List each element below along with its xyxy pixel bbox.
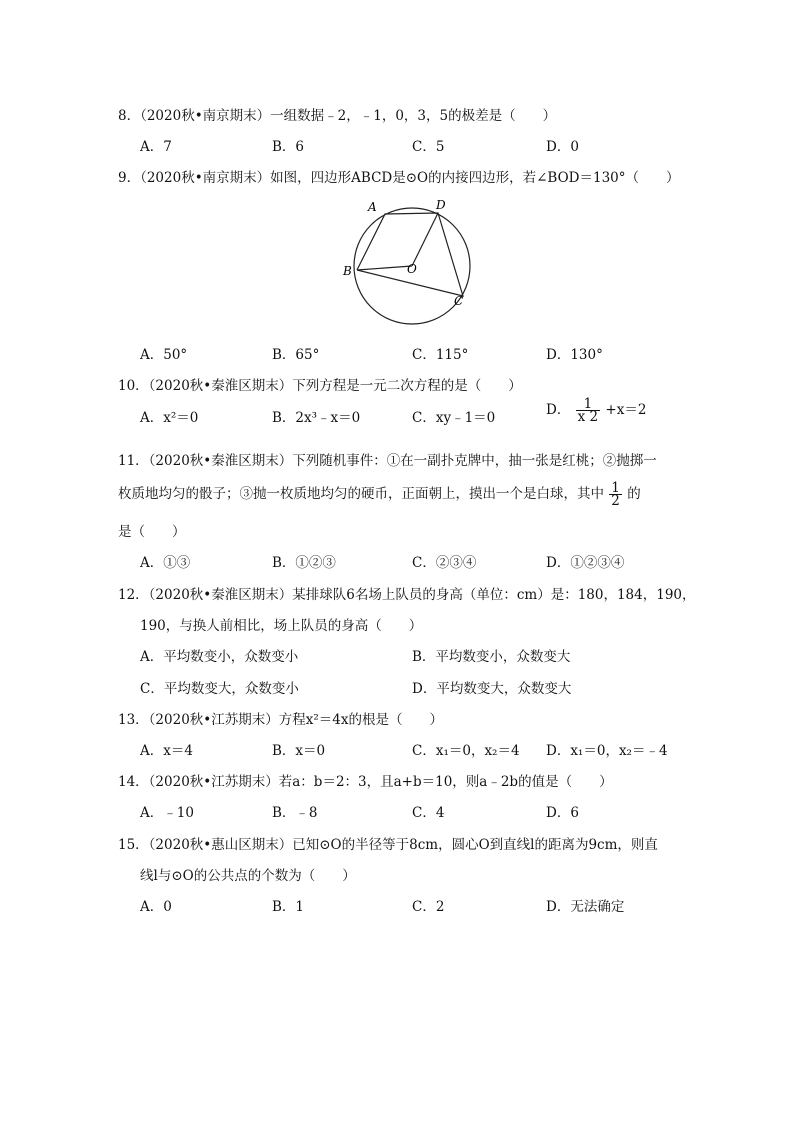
question-10-stem: 10．（2020秋•秦淮区期末）下列方程是一元二次方程的是（ ） bbox=[118, 378, 522, 394]
question-12-option-a[interactable]: A．平均数变小，众数变小 bbox=[140, 649, 299, 665]
label-a: A bbox=[368, 200, 377, 214]
fraction bbox=[576, 398, 601, 423]
question-13-option-c[interactable]: C．x₁＝0，x₂＝4 bbox=[412, 743, 520, 759]
question-9-option-d[interactable]: D．130° bbox=[546, 347, 603, 363]
fraction-numerator: 1 bbox=[611, 480, 620, 496]
question-14-option-d[interactable]: D．6 bbox=[546, 805, 579, 821]
question-11-option-b[interactable]: B．①②③ bbox=[272, 555, 336, 571]
question-9-option-c[interactable]: C．115° bbox=[412, 347, 469, 363]
half-fraction bbox=[609, 482, 622, 507]
question-15-option-c[interactable]: C．2 bbox=[412, 899, 445, 915]
segment-od bbox=[412, 213, 438, 266]
fraction-denominator: 2 bbox=[611, 493, 620, 509]
question-8-option-b[interactable]: B．6 bbox=[272, 139, 305, 155]
question-8-stem: 8．（2020秋•南京期末）一组数据﹣2，﹣1，0，3，5的极差是（ ） bbox=[118, 108, 557, 124]
question-11-stem-line1: 11．（2020秋•秦淮区期末）下列随机事件：①在一副扑克牌中，抽一张是红桃；②抛掷一 bbox=[118, 453, 657, 469]
question-10-option-d[interactable] bbox=[546, 398, 646, 423]
option-d-rest: +x＝2 bbox=[605, 402, 647, 418]
question-12-stem-line1: 12．（2020秋•秦淮区期末）某排球队6名场上队员的身高（单位：cm）是：180，184，190， bbox=[118, 587, 696, 603]
question-11-option-a[interactable]: A．①③ bbox=[140, 555, 191, 571]
question-14-option-a[interactable]: A．﹣10 bbox=[140, 805, 194, 821]
question-12-option-b[interactable]: B．平均数变小，众数变大 bbox=[412, 649, 571, 665]
question-11-stem-line3: 是（ ） bbox=[118, 524, 186, 540]
question-13-stem: 13．（2020秋•江苏期末）方程x²＝4x的根是（ ） bbox=[118, 712, 443, 728]
question-13-option-b[interactable]: B．x＝0 bbox=[272, 743, 326, 759]
question-12-option-c[interactable]: C．平均数变大，众数变小 bbox=[140, 681, 299, 697]
fraction-numerator: 1 bbox=[576, 398, 601, 411]
label-o: O bbox=[407, 262, 417, 276]
question-15-stem-line2: 线l与⊙O的公共点的个数为（ ） bbox=[140, 868, 356, 884]
question-11-option-d[interactable]: D．①②③④ bbox=[546, 555, 625, 571]
question-13-option-a[interactable]: A．x＝4 bbox=[140, 743, 193, 759]
question-8-option-a[interactable]: A．7 bbox=[140, 139, 172, 155]
question-9-option-a[interactable]: A．50° bbox=[140, 347, 188, 363]
question-12-stem-line2: 190，与换人前相比，场上队员的身高（ ） bbox=[140, 618, 423, 634]
question-14-option-c[interactable]: C．4 bbox=[412, 805, 445, 821]
label-b: B bbox=[343, 264, 352, 278]
question-14-stem: 14．（2020秋•江苏期末）若a：b＝2：3，且a+b＝10，则a﹣2b的值是（ ） bbox=[118, 774, 613, 790]
inscribed-quadrilateral-figure bbox=[340, 195, 480, 330]
fraction-denominator: x 2 bbox=[577, 409, 599, 425]
segment-bo bbox=[357, 266, 412, 270]
question-15-stem-line1: 15．（2020秋•惠山区期末）已知⊙O的半径等于8cm，圆心O到直线l的距离为9cm，则直 bbox=[118, 837, 658, 853]
stem-line2-text: 枚质地均匀的骰子；③抛一枚质地均匀的硬币，正面朝上，摸出一个是白球，其中 bbox=[118, 486, 604, 502]
question-9-option-b[interactable]: B．65° bbox=[272, 347, 320, 363]
question-8-option-d[interactable]: D．0 bbox=[546, 139, 579, 155]
question-10-option-b[interactable]: B．2x³﹣x＝0 bbox=[272, 410, 361, 426]
question-10-option-a[interactable]: A．x²＝0 bbox=[140, 410, 199, 426]
question-8-option-c[interactable]: C．5 bbox=[412, 139, 445, 155]
quadrilateral-abcd bbox=[357, 213, 463, 296]
question-11-option-c[interactable]: C．②③④ bbox=[412, 555, 477, 571]
question-12-option-d[interactable]: D．平均数变大，众数变大 bbox=[412, 681, 572, 697]
option-d-letter: D． bbox=[546, 402, 571, 418]
stem-line2-end: 的 bbox=[627, 486, 641, 502]
label-c: C bbox=[454, 294, 464, 308]
question-11-stem-line2 bbox=[118, 482, 641, 507]
question-15-option-a[interactable]: A．0 bbox=[140, 899, 172, 915]
question-15-option-b[interactable]: B．1 bbox=[272, 899, 305, 915]
question-15-option-d[interactable]: D．无法确定 bbox=[546, 899, 625, 915]
question-10-option-c[interactable]: C．xy﹣1＝0 bbox=[412, 410, 496, 426]
question-13-option-d[interactable]: D．x₁＝0，x₂＝﹣4 bbox=[546, 743, 668, 759]
question-9-stem: 9．（2020秋•南京期末）如图，四边形ABCD是⊙O的内接四边形，若∠BOD＝130°（ ） bbox=[118, 170, 680, 186]
label-d: D bbox=[436, 198, 446, 212]
question-14-option-b[interactable]: B．﹣8 bbox=[272, 805, 318, 821]
